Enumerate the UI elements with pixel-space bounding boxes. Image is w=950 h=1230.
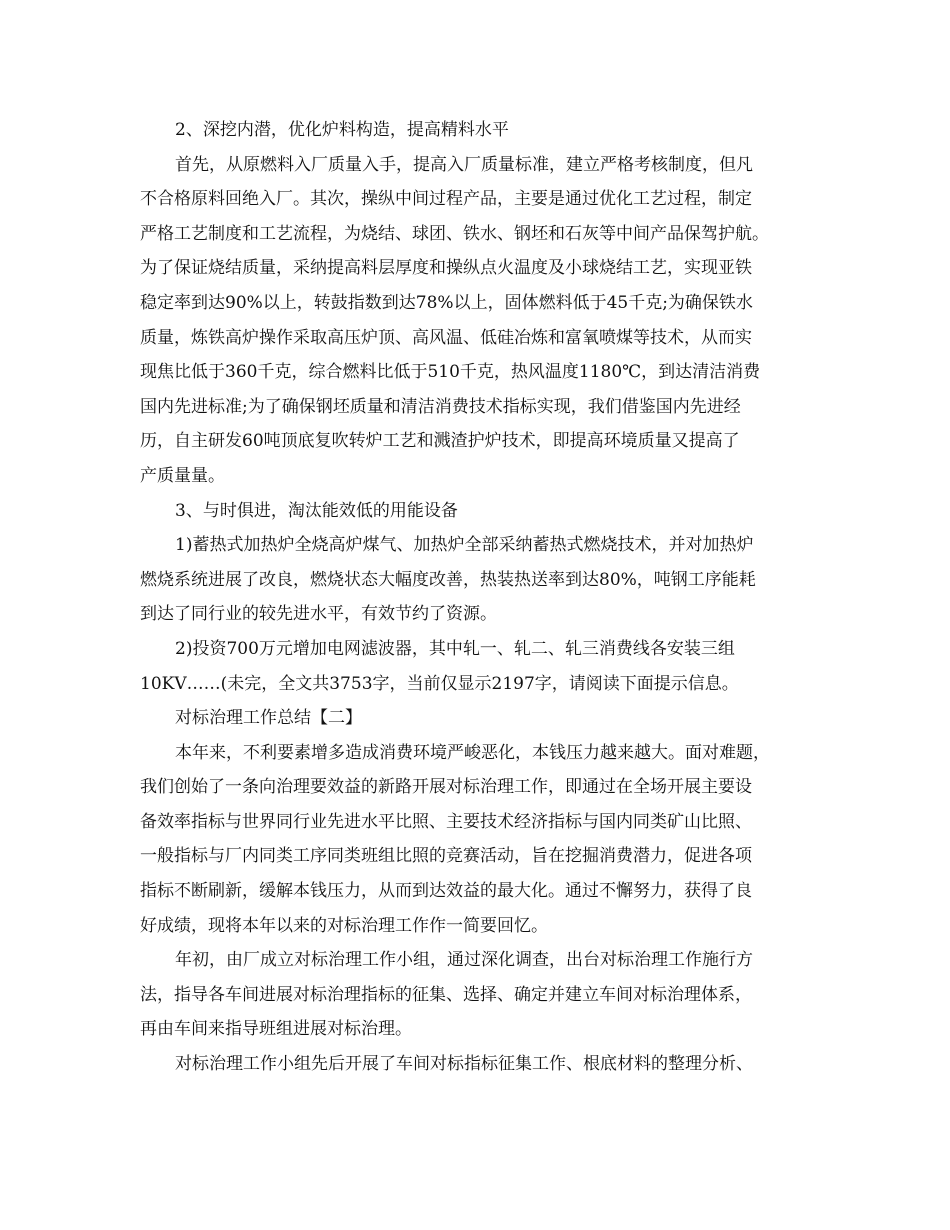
document-body [140,113,830,1082]
text-line: 1)蓄热式加热炉全烧高炉煤气、加热炉全部采纳蓄热式燃烧技术，并对加热炉 [175,535,754,556]
text-line: 国内先进标准;为了确保钢坯质量和清洁消费技术指标实现，我们借鉴国内先进经 [140,396,741,417]
text-line: 历，自主研发60吨顶底复吹转炉工艺和溅渣护炉技术，即提高环境质量又提高了 [140,431,740,452]
text-line: 好成绩，现将本年以来的对标治理工作作一简要回忆。 [140,915,548,936]
text-line: 质量，炼铁高炉操作采取高压炉顶、高风温、低硅冶炼和富氧喷煤等技术，从而实 [140,327,752,348]
text-line: 对标治理工作总结【二】 [175,708,362,729]
text-line: 法，指导各车间进展对标治理指标的征集、选择、确定并建立车间对标治理体系， [140,984,752,1005]
text-line: 本年来，不利要素增多造成消费环境严峻恶化，本钱压力越来越大。面对难题， [175,742,770,763]
text-line: 稳定率到达90%以上，转鼓指数到达78%以上，固体燃料低于45千克;为确保铁水 [140,292,753,313]
text-line: 指标不断刷新，缓解本钱压力，从而到达效益的最大化。通过不懈努力，获得了良 [140,881,752,902]
text-line: 燃烧系统进展了改良，燃烧状态大幅度改善，热装热送率到达80%，吨钢工序能耗 [140,569,756,590]
text-line: 产质量量。 [140,465,225,486]
text-line: 到达了同行业的较先进水平，有效节约了资源。 [140,604,497,625]
text-line: 3、与时俱进，淘汰能效低的用能设备 [175,500,458,521]
text-line: 再由车间来指导班组进展对标治理。 [140,1019,412,1040]
text-line: 严格工艺制度和工艺流程，为烧结、球团、铁水、钢坯和石灰等中间产品保驾护航。 [140,223,769,244]
text-line: 备效率指标与世界同行业先进水平比照、主要技术经济指标与国内同类矿山比照、 [140,811,752,832]
text-line: 不合格原料回绝入厂。其次，操纵中间过程产品，主要是通过优化工艺过程，制定 [140,189,752,210]
text-line: 2、深挖内潜，优化炉料构造，提高精料水平 [175,120,509,140]
text-line: 现焦比低于360千克，综合燃料比低于510千克，热风温度1180℃，到达清洁消费 [140,362,761,383]
text-line: 一般指标与厂内同类工序同类班组比照的竞赛活动，旨在挖掘消费潜力，促进各项 [140,846,752,867]
text-line: 为了保证烧结质量，采纳提高料层厚度和操纵点火温度及小球烧结工艺，实现亚铁 [140,258,752,279]
text-line: 首先，从原燃料入厂质量入手，提高入厂质量标准，建立严格考核制度，但凡 [175,154,753,175]
text-line: 10KV……(未完，全文共3753字，当前仅显示2197字，请阅读下面提示信息。 [140,673,739,694]
text-line: 我们创始了一条向治理要效益的新路开展对标治理工作，即通过在全场开展主要设 [140,777,752,798]
text-line: 对标治理工作小组先后开展了车间对标指标征集工作、根底材料的整理分析、 [175,1054,753,1075]
text-line: 2)投资700万元增加电网滤波器，其中轧一、轧二、轧三消费线各安装三组 [175,638,735,659]
text-line: 年初，由厂成立对标治理工作小组，通过深化调查，出台对标治理工作施行方 [175,950,753,971]
